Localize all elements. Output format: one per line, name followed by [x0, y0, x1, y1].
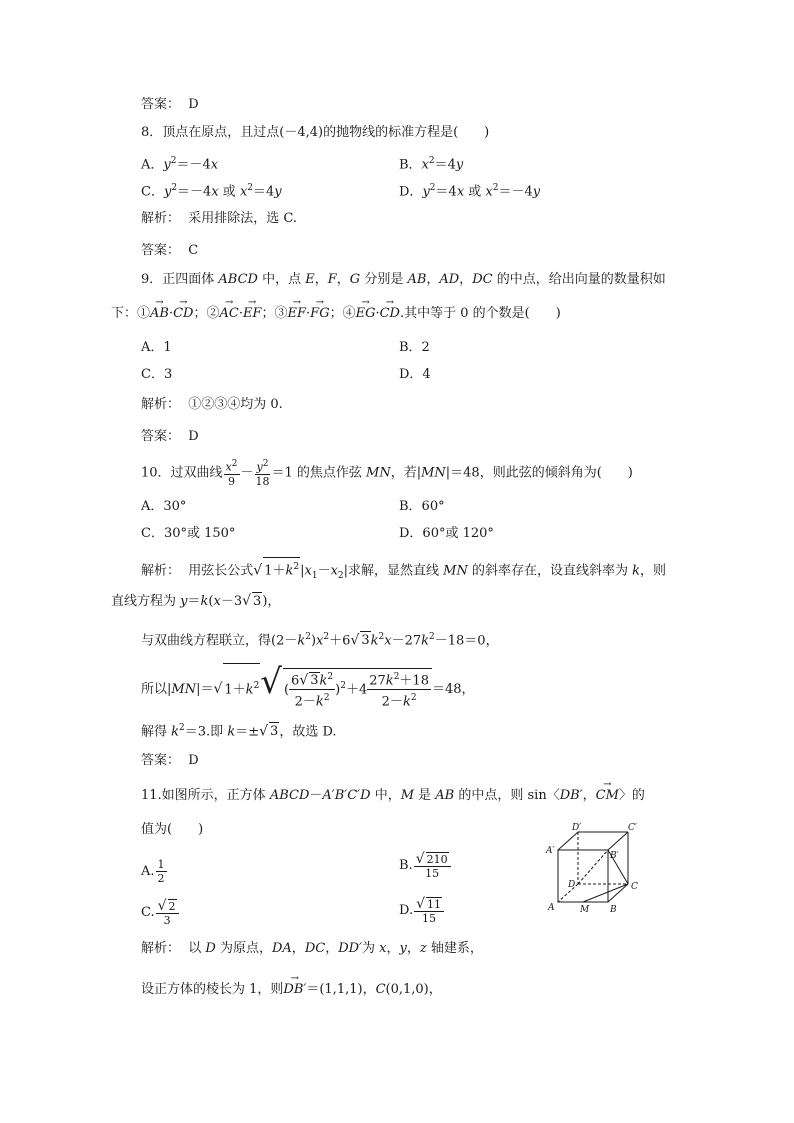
q8-analysis: 解析： 采用排除法，选 C.: [141, 211, 298, 226]
question-11-stem-line1: 11.如图所示，正方体 ABCD－A′B′C′D 中，M 是 AB 的中点，则 sin〈DB′，→ CM〉的: [141, 787, 645, 805]
q10-analysis-line2: 直线方程为 y＝k(x－3√ 3)，: [111, 593, 281, 609]
q10-option-c: C．30°或 150°: [141, 526, 236, 541]
label-a: A: [548, 903, 555, 913]
q9-analysis: 解析： ①②③④均为 0.: [141, 397, 283, 412]
answer-q9: 答案： D: [141, 429, 199, 444]
q11-option-a: A. $\frac{1}{2}$: [141, 858, 165, 885]
q8-option-b: B．$x^2=4y$: [399, 156, 464, 173]
label-b-prime: B′: [610, 851, 619, 861]
label-c: C: [631, 882, 638, 892]
answer-q10: 答案： D: [141, 753, 199, 768]
label-m: M: [580, 905, 590, 915]
q10-option-b: B．60°: [399, 499, 445, 514]
q10-option-a: A．30°: [141, 499, 187, 514]
label-a-prime: A′: [546, 846, 555, 856]
question-9-stem-line2: 下：①→ AB·→ CD；②→ AC·→ EF；③→ EF·→ FG；④→ EG·→ CD.其中等于 0 的个数是( ): [111, 305, 561, 323]
q8-option-a: A．$y^2=-4x$: [141, 156, 219, 173]
label-d-prime: D′: [572, 823, 582, 833]
q11-analysis-line1: 解析： 以 D 为原点，DA，DC，DD′为 x，y，z 轴建系，: [141, 941, 483, 956]
q10-analysis-line3: 与双曲线方程联立，得$(2-k^2)x^2+6√$ $3k^2x-27k^2-18=0$，: [141, 632, 499, 649]
q8-option-d: D．$y^2=4x$ 或 $x^2=-4y$: [399, 183, 541, 200]
q9-option-b: B．2: [399, 340, 430, 355]
q10-analysis-line1: 解析： 用弦长公式√ $1+k^2|x_1-x_2|$求解，显然直线 MN 的斜率存在，设直线斜率为 k，则: [141, 557, 666, 585]
cube-figure: [540, 822, 650, 921]
question-11-stem-line2: 值为( ): [141, 822, 204, 837]
q10-analysis-line5: 解得 $k^2=3$.即 k＝±√ 3，故选 D.: [141, 723, 337, 740]
question-8-stem: 8．顶点在原点，且过点(－4,4)的抛物线的标准方程是( ): [141, 125, 490, 140]
q10-option-d: D．60°或 120°: [399, 526, 494, 541]
label-c-prime: C′: [628, 823, 637, 833]
q11-option-c: C. $\frac{√ 2}{3}$: [141, 893, 180, 933]
q11-option-d: D. $\frac{√ 11}{15}$: [399, 891, 445, 931]
label-d: D: [568, 880, 576, 890]
q9-option-d: D．4: [399, 367, 431, 382]
q9-option-a: A．1: [141, 340, 172, 355]
q11-analysis-line2: 设正方体的棱长为 1，则→ DB′＝(1,1,1)，C(0,1,0)，: [141, 981, 442, 999]
question-9-stem-line1: 9．正四面体 ABCD 中，点 E，F，G 分别是 AB，AD，DC 的中点，给出向量的数量积如: [141, 272, 666, 287]
q10-analysis-line4: 所以|MN|＝√ $1+k^2√$ ( $\frac{6√ 3k^2}{2-k^2}$ )$^2$＋4 $\frac{27k^2+18}{2-k^2}$ ＝48，: [141, 660, 475, 712]
q8-option-c: C．$y^2=-4x$ 或 $x^2=4y$: [141, 183, 282, 200]
question-10-stem: 10．过双曲线 $\frac{x^2}{9}$ － $\frac{y^2}{18}$ ＝1 的焦点作弦 MN，若|MN|＝48，则此弦的倾斜角为( ): [141, 459, 633, 488]
q9-option-c: C．3: [141, 367, 173, 382]
q11-option-b: B. $\frac{√ 210}{15}$: [399, 846, 452, 886]
label-b: B: [610, 905, 617, 915]
answer-q7: 答案： D: [141, 97, 199, 112]
answer-q8: 答案： C: [141, 243, 199, 258]
